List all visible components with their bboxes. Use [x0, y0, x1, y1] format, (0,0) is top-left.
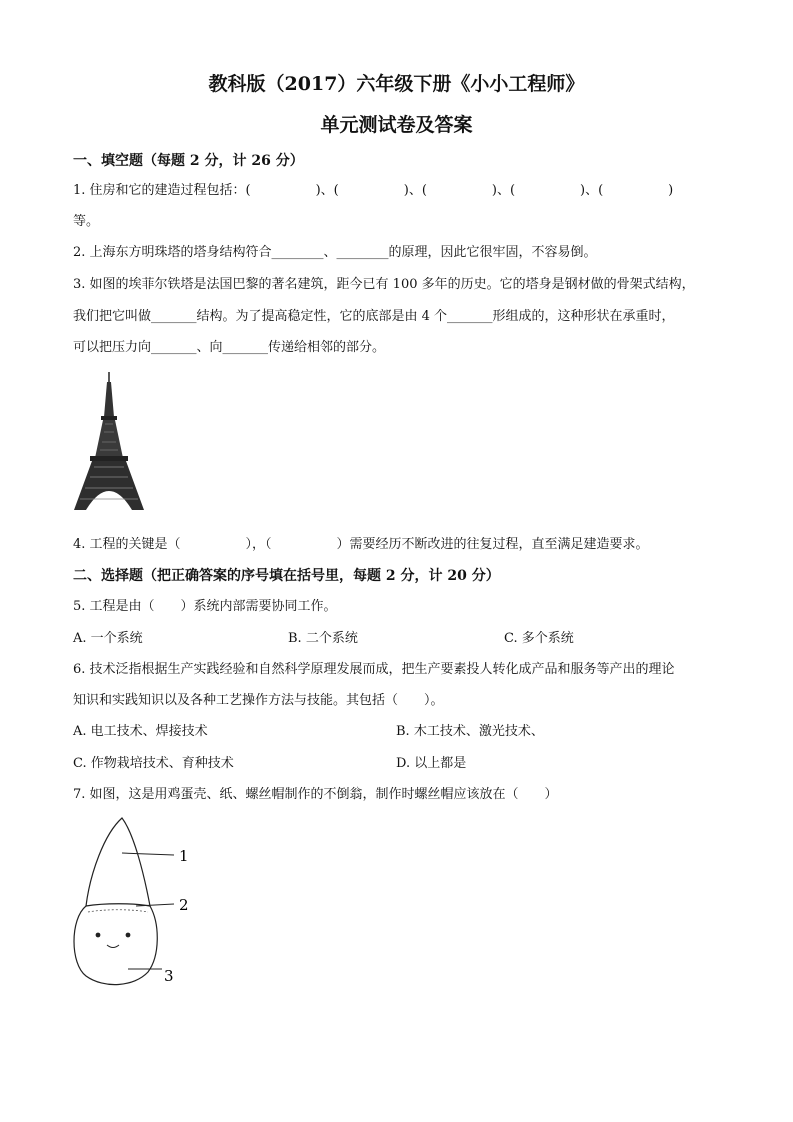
q2-text: 2. 上海东方明珠塔的塔身结构符合________、________的原理，因此它很牢固，不容易倒。	[73, 245, 597, 260]
label-3: 3	[164, 967, 174, 985]
tumbler-toy-diagram	[64, 814, 204, 994]
document-title-line1: 教科版（2017）六年级下册《小小工程师》	[208, 73, 585, 95]
q1-text: 1. 住房和它的建造过程包括：( )、( )、( )、( )、( )	[73, 183, 674, 198]
section1-heading: 一、填空题（每题 2 分，计 26 分）	[73, 153, 304, 169]
q3-line1: 3. 如图的埃菲尔铁塔是法国巴黎的著名建筑，距今已有 100 多年的历史。它的塔身是钢材做的骨架式结构，	[73, 277, 695, 292]
eiffel-tower-image	[74, 372, 148, 512]
q6-option-b: B. 木工技术、激光技术、	[396, 724, 544, 739]
q1-continuation: 等。	[73, 214, 100, 229]
q3-line3: 可以把压力向_______、向_______传递给相邻的部分。	[73, 340, 386, 355]
label-2: 2	[179, 896, 189, 914]
q7-stem: 7. 如图，这是用鸡蛋壳、纸、螺丝帽制作的不倒翁，制作时螺丝帽应该放在（ ）	[73, 787, 558, 802]
q6-line1: 6. 技术泛指根据生产实践经验和自然科学原理发展而成，把生产要素投人转化成产品和服务等产出的理论	[73, 662, 675, 677]
q5-option-c: C. 多个系统	[504, 631, 574, 646]
section2-heading: 二、选择题（把正确答案的序号填在括号里，每题 2 分，计 20 分）	[73, 568, 500, 584]
q5-option-a: A. 一个系统	[73, 631, 143, 646]
q6-option-a: A. 电工技术、焊接技术	[73, 724, 208, 739]
q5-option-b: B. 二个系统	[288, 631, 358, 646]
q5-stem: 5. 工程是由（ ）系统内部需要协同工作。	[73, 599, 337, 614]
q3-line2: 我们把它叫做_______结构。为了提高稳定性，它的底部是由 4 个_______形组成的，这种形状在承重时，	[73, 309, 675, 324]
document-title-line2: 单元测试卷及答案	[320, 114, 473, 136]
q6-line2: 知识和实践知识以及各种工艺操作方法与技能。其包括（ ）。	[73, 693, 444, 708]
q6-option-d: D. 以上都是	[396, 756, 467, 771]
q4-text: 4. 工程的关键是（ ），（ ）需要经历不断改进的往复过程，直至满足建造要求。	[73, 537, 649, 552]
q6-option-c: C. 作物栽培技术、育种技术	[73, 756, 234, 771]
label-1: 1	[179, 847, 189, 865]
